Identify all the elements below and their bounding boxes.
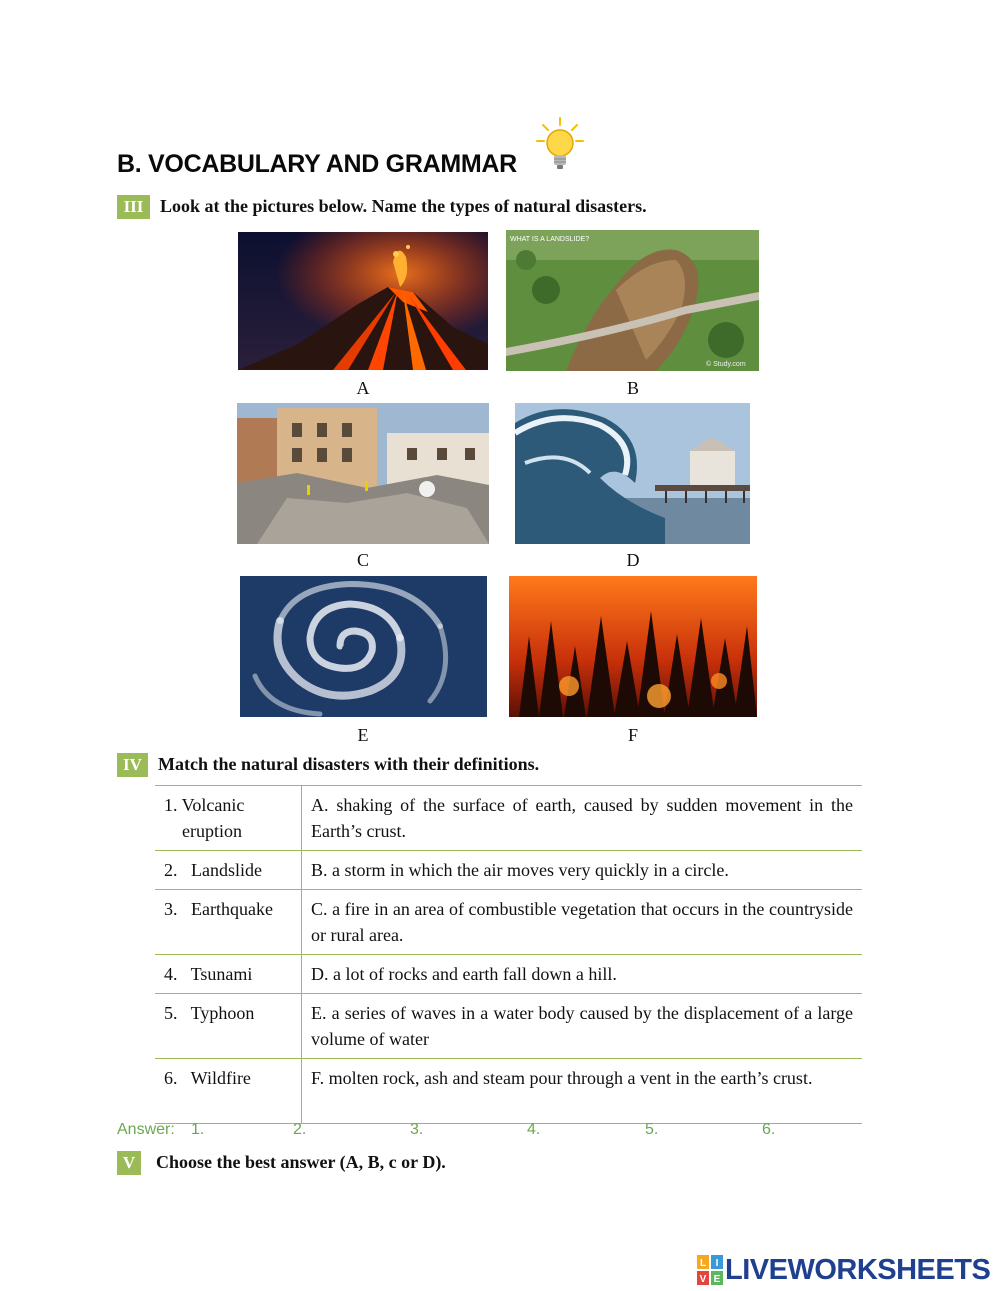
liveworksheets-mark-icon [697, 1255, 723, 1285]
logo-mark-letter: I [715, 1258, 719, 1269]
landslide-overlay-text: WHAT IS A LANDSLIDE? [510, 236, 590, 243]
answer-label: Answer: [117, 1121, 175, 1138]
picture-label-e: E [357, 725, 369, 745]
exercise-5-instruction: Choose the best answer (A, B, c or D). [156, 1152, 446, 1172]
term-cell: 3. Earthquake [155, 890, 302, 955]
picture-label-c: C [356, 550, 369, 570]
table-row [155, 955, 862, 994]
definition-cell: E. a series of waves in a water body caused by the displacement of a large volume of water [302, 994, 863, 1059]
logo-text: LIVEWORKSHEETS [725, 1253, 991, 1286]
picture-label-b: B [626, 378, 639, 398]
logo-mark-letter: E [713, 1274, 721, 1285]
answer-slot-4[interactable]: 4. [527, 1121, 541, 1138]
landslide-picture [506, 230, 759, 371]
term-cell: 1. Volcanic eruption [155, 786, 302, 851]
exercise-4-badge: IV [117, 753, 148, 777]
table-row [155, 786, 862, 851]
picture-label-a: A [356, 378, 370, 398]
matching-table [155, 785, 862, 1124]
table-row [155, 851, 862, 890]
earthquake-picture [237, 403, 489, 544]
tsunami-picture [515, 403, 750, 544]
term-cell: 2. Landslide [155, 851, 302, 890]
answer-slot-6[interactable]: 6. [762, 1121, 776, 1138]
landslide-credit-text: © Study.com [706, 361, 746, 368]
answer-slot-5[interactable]: 5. [645, 1121, 659, 1138]
volcano-picture [238, 232, 488, 370]
picture-label-f: F [627, 725, 638, 745]
definition-cell: B. a storm in which the air moves very quickly in a circle. [302, 851, 863, 890]
definition-cell: D. a lot of rocks and earth fall down a hill. [302, 955, 863, 994]
answer-slot-1[interactable]: 1. [191, 1121, 205, 1138]
lightbulb-icon [535, 116, 585, 176]
answer-slot-3[interactable]: 3. [410, 1121, 424, 1138]
section-title: B. VOCABULARY AND GRAMMAR [117, 150, 517, 178]
picture-label-d: D [626, 550, 640, 570]
exercise-3-badge: III [117, 195, 150, 219]
definition-cell: C. a fire in an area of combustible vegetation that occurs in the countryside or rural area. [302, 890, 863, 955]
definition-cell: A. shaking of the surface of earth, caused by sudden movement in the Earth’s crust. [302, 786, 863, 851]
exercise-4-instruction: Match the natural disasters with their definitions. [158, 754, 540, 774]
table-row [155, 1059, 862, 1124]
liveworksheets-logo [697, 1254, 990, 1286]
table-row [155, 890, 862, 955]
term-cell: 4. Tsunami [155, 955, 302, 994]
term-cell: 6. Wildfire [155, 1059, 302, 1124]
answer-slot-2[interactable]: 2. [293, 1121, 307, 1138]
exercise-5-badge: V [117, 1151, 141, 1175]
term-cell: 5. Typhoon [155, 994, 302, 1059]
wildfire-picture [509, 576, 757, 717]
table-row [155, 994, 862, 1059]
exercise-3-instruction: Look at the pictures below. Name the types of natural disasters. [160, 196, 647, 216]
logo-mark-letter: V [699, 1274, 707, 1285]
logo-mark-letter: L [699, 1258, 707, 1269]
typhoon-picture [240, 576, 487, 717]
definition-cell: F. molten rock, ash and steam pour through a vent in the earth’s crust. [302, 1059, 863, 1124]
